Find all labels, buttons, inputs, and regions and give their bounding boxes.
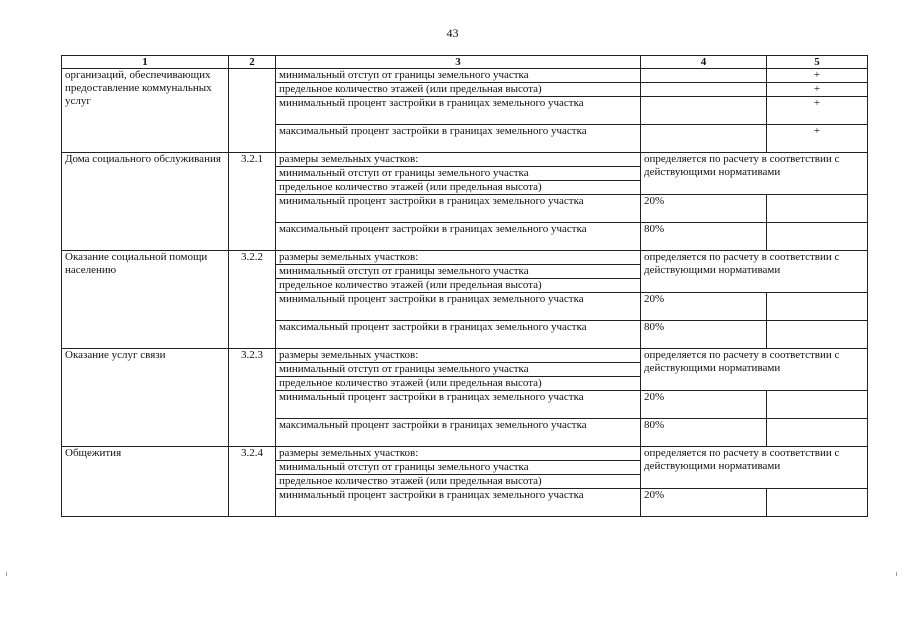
param-cell: минимальный отступ от границы земельного участка xyxy=(276,167,641,181)
value-cell: 80% xyxy=(641,321,767,349)
use-type-name: Оказание услуг связи xyxy=(62,349,229,447)
land-use-table xyxy=(61,55,868,517)
use-type-code: 3.2.3 xyxy=(229,349,276,447)
shared-value-cell: определяется по расчету в соответствии с действующими нормативами xyxy=(641,349,868,391)
table-row xyxy=(62,153,868,167)
value-cell xyxy=(641,97,767,125)
value-cell xyxy=(641,83,767,97)
param-cell: минимальный отступ от границы земельного участка xyxy=(276,69,641,83)
scan-margin-mark xyxy=(896,572,897,576)
use-type-name: организаций, обеспечивающих предоставление коммунальных услуг xyxy=(62,69,229,153)
param-cell: максимальный процент застройки в границах земельного участка xyxy=(276,419,641,447)
use-type-code: 3.2.4 xyxy=(229,447,276,517)
param-cell: минимальный процент застройки в границах земельного участка xyxy=(276,293,641,321)
mark-cell xyxy=(767,293,868,321)
param-cell: минимальный отступ от границы земельного участка xyxy=(276,461,641,475)
mark-cell: + xyxy=(767,97,868,125)
column-header-1: 1 xyxy=(62,56,229,69)
param-cell: минимальный процент застройки в границах земельного участка xyxy=(276,97,641,125)
table-header-row xyxy=(62,56,868,69)
value-cell xyxy=(641,69,767,83)
param-cell: максимальный процент застройки в границах земельного участка xyxy=(276,223,641,251)
param-cell: размеры земельных участков: xyxy=(276,447,641,461)
column-header-2: 2 xyxy=(229,56,276,69)
param-cell: предельное количество этажей (или предельная высота) xyxy=(276,279,641,293)
param-cell: предельное количество этажей (или предельная высота) xyxy=(276,377,641,391)
value-cell: 20% xyxy=(641,195,767,223)
use-type-name: Дома социального обслуживания xyxy=(62,153,229,251)
param-cell: минимальный процент застройки в границах земельного участка xyxy=(276,391,641,419)
mark-cell: + xyxy=(767,69,868,83)
param-cell: минимальный процент застройки в границах земельного участка xyxy=(276,489,641,517)
page-number: 43 xyxy=(446,26,459,40)
param-cell: предельное количество этажей (или предельная высота) xyxy=(276,475,641,489)
use-type-code: 3.2.2 xyxy=(229,251,276,349)
value-cell: 20% xyxy=(641,489,767,517)
value-cell: 80% xyxy=(641,419,767,447)
param-cell: размеры земельных участков: xyxy=(276,153,641,167)
mark-cell xyxy=(767,419,868,447)
mark-cell xyxy=(767,223,868,251)
param-cell: минимальный процент застройки в границах земельного участка xyxy=(276,195,641,223)
column-header-4: 4 xyxy=(641,56,767,69)
use-type-name: Общежития xyxy=(62,447,229,517)
value-cell: 20% xyxy=(641,293,767,321)
column-header-5: 5 xyxy=(767,56,868,69)
shared-value-cell: определяется по расчету в соответствии с действующими нормативами xyxy=(641,447,868,489)
value-cell: 80% xyxy=(641,223,767,251)
param-cell: максимальный процент застройки в границах земельного участка xyxy=(276,321,641,349)
mark-cell: + xyxy=(767,125,868,153)
param-cell: размеры земельных участков: xyxy=(276,251,641,265)
table-row xyxy=(62,447,868,461)
mark-cell xyxy=(767,489,868,517)
table-row xyxy=(62,349,868,363)
table-row xyxy=(62,251,868,265)
param-cell: предельное количество этажей (или предельная высота) xyxy=(276,83,641,97)
use-type-name: Оказание социальной помощи населению xyxy=(62,251,229,349)
value-cell: 20% xyxy=(641,391,767,419)
shared-value-cell: определяется по расчету в соответствии с действующими нормативами xyxy=(641,153,868,195)
use-type-code xyxy=(229,69,276,153)
mark-cell xyxy=(767,391,868,419)
table-row xyxy=(62,69,868,83)
param-cell: минимальный отступ от границы земельного участка xyxy=(276,265,641,279)
mark-cell xyxy=(767,195,868,223)
shared-value-cell: определяется по расчету в соответствии с действующими нормативами xyxy=(641,251,868,293)
param-cell: предельное количество этажей (или предельная высота) xyxy=(276,181,641,195)
mark-cell xyxy=(767,321,868,349)
param-cell: максимальный процент застройки в границах земельного участка xyxy=(276,125,641,153)
use-type-code: 3.2.1 xyxy=(229,153,276,251)
scan-margin-mark xyxy=(6,572,7,576)
param-cell: размеры земельных участков: xyxy=(276,349,641,363)
param-cell: минимальный отступ от границы земельного участка xyxy=(276,363,641,377)
column-header-3: 3 xyxy=(276,56,641,69)
value-cell xyxy=(641,125,767,153)
mark-cell: + xyxy=(767,83,868,97)
